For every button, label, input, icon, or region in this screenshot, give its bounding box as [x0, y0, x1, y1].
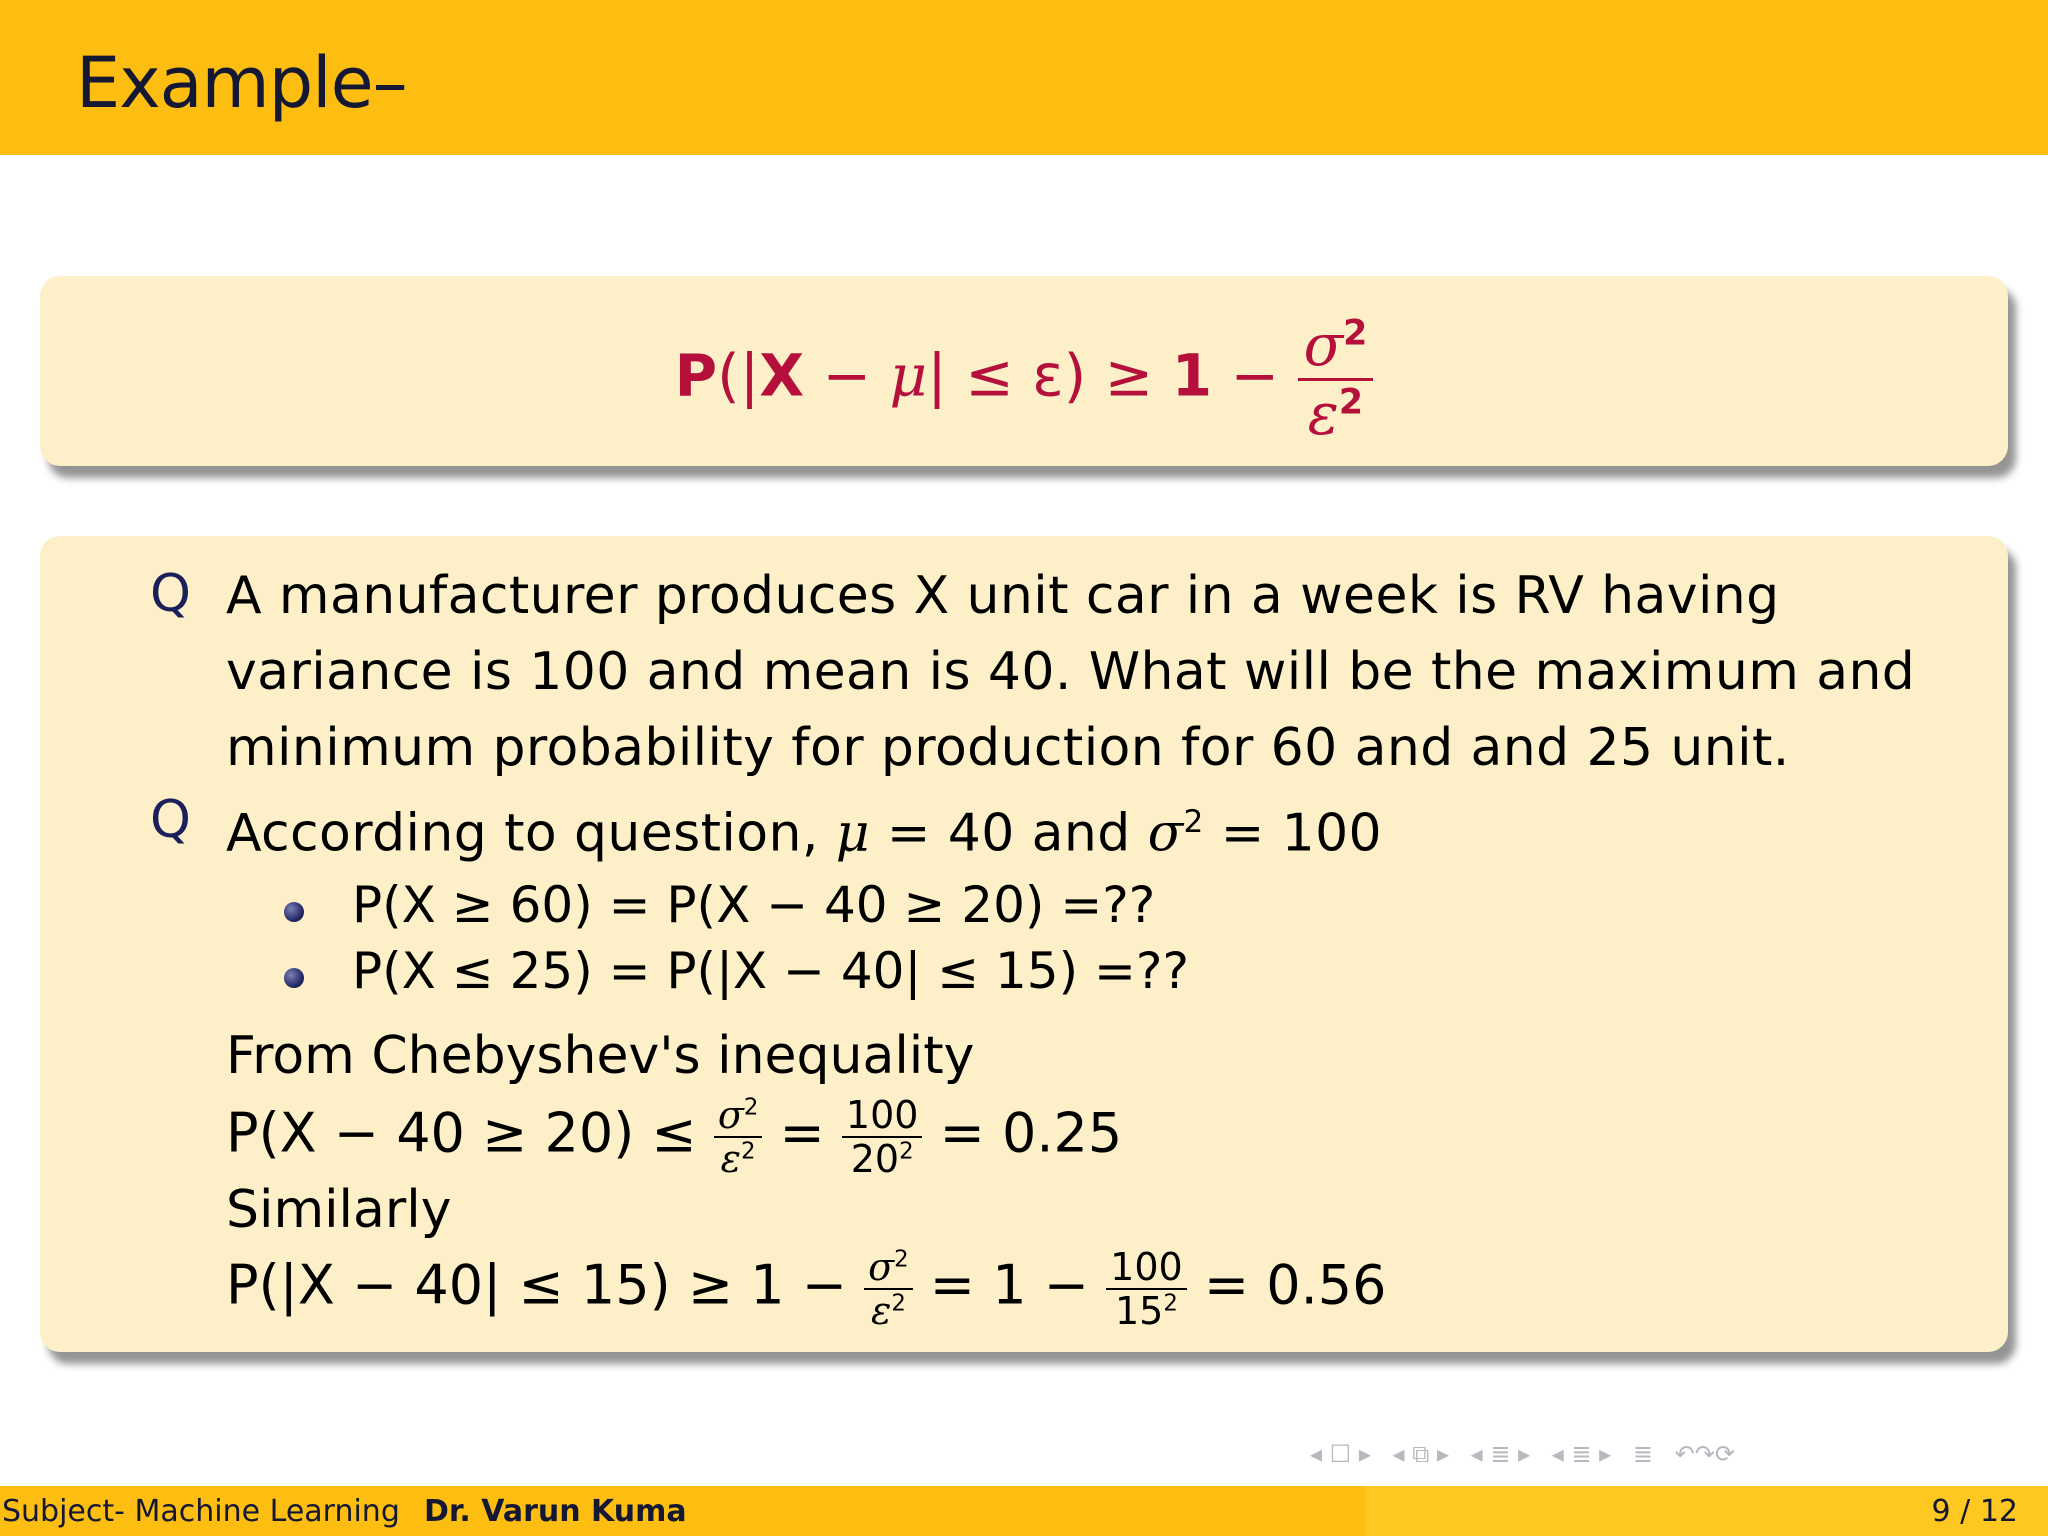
- page-number: 9 / 12: [1931, 1494, 2018, 1529]
- bullet-text: P(X ≥ 60) = P(X − 40 ≥ 20) =??: [352, 876, 1156, 934]
- theorem-block: [40, 276, 2008, 466]
- chebyshev-theorem-formula: [40, 311, 2008, 448]
- fraction-denominator: ε: [1307, 380, 1339, 448]
- bullet-icon: [284, 968, 304, 988]
- footer-bar: [0, 1486, 2048, 1536]
- bullet-icon: [284, 902, 304, 922]
- formula-le-eps: | ≤ ε) ≥: [927, 341, 1172, 410]
- line2-mid: = 1 −: [912, 1253, 1107, 1317]
- formula-one: 1: [1171, 341, 1213, 410]
- line1-f2-num: 100: [842, 1096, 923, 1138]
- formula-open: (|: [717, 341, 760, 410]
- line2-fraction-2: [1106, 1245, 1187, 1333]
- footer-right: [1366, 1486, 2048, 1536]
- line1-result: = 0.25: [922, 1101, 1123, 1165]
- question-label-1: Q: [150, 564, 191, 624]
- question-text-1: A manufacturer produces X unit car in a week is RV having variance is 100 and mean is 40. What will be the maximum and minimum probability for production for 60 and and 25 unit.: [226, 566, 1916, 778]
- formula-minus2: −: [1212, 341, 1298, 410]
- similarly-label: Similarly: [226, 1180, 452, 1240]
- line1-f2-den: 20: [850, 1137, 900, 1181]
- formula-X: X: [759, 341, 805, 410]
- q2-text-a: According to question,: [226, 803, 836, 864]
- line2-f1-num: σ: [868, 1245, 895, 1289]
- line2-result: = 0.56: [1186, 1253, 1387, 1317]
- line1-lhs: P(X − 40 ≥ 20) ≤: [226, 1101, 714, 1165]
- q2-sigma-exponent: 2: [1183, 804, 1204, 840]
- beamer-navigation-bar: [1310, 1440, 2030, 1470]
- example-content-block: [40, 536, 2008, 1352]
- nav-document-icon[interactable]: ◂ ≣ ▸: [1551, 1440, 1612, 1468]
- chebyshev-label: From Chebyshev's inequality: [226, 1026, 975, 1086]
- exp: 2: [899, 1138, 914, 1165]
- footer-left: [0, 1486, 1366, 1536]
- footer-author: Dr. Varun Kuma: [424, 1494, 687, 1529]
- exp: 2: [743, 1094, 759, 1121]
- chebyshev-line-1: [226, 1093, 1123, 1181]
- exp: 2: [741, 1138, 756, 1165]
- line2-lhs: P(|X − 40| ≤ 15) ≥ 1 −: [226, 1253, 865, 1317]
- q2-sigma: σ: [1147, 803, 1184, 864]
- frame-title: Example–: [76, 42, 407, 124]
- nav-subsection-icon[interactable]: ◂ ⧉ ▸: [1392, 1440, 1450, 1468]
- nav-section-icon[interactable]: ◂ ≣ ▸: [1470, 1440, 1531, 1468]
- line1-f1-den: ε: [720, 1137, 742, 1181]
- line1-f1-num: σ: [717, 1093, 744, 1137]
- formula-fraction: [1298, 311, 1374, 448]
- exp: 2: [1163, 1290, 1178, 1317]
- nav-search-back-icon[interactable]: ↶↷⟳: [1674, 1440, 1735, 1468]
- nav-toc-icon[interactable]: ≣: [1632, 1440, 1653, 1468]
- question-text-2: [226, 784, 1996, 871]
- line1-eq: =: [762, 1101, 842, 1165]
- line1-fraction-1: [714, 1093, 762, 1181]
- q2-mu: μ: [835, 803, 870, 864]
- footer-subject: Subject- Machine Learning: [2, 1494, 400, 1529]
- nav-frame-icon[interactable]: ◂ ☐ ▸: [1310, 1440, 1371, 1468]
- line2-f2-den: 15: [1114, 1289, 1164, 1333]
- formula-mu: μ: [889, 341, 928, 410]
- denominator-exponent: 2: [1338, 382, 1364, 423]
- exp: 2: [894, 1246, 909, 1273]
- line2-fraction-1: [864, 1245, 912, 1333]
- q2-text-c: = 100: [1203, 803, 1383, 864]
- frame-title-bar: [0, 0, 2048, 155]
- exp: 2: [891, 1290, 906, 1317]
- line2-f1-den: ε: [870, 1289, 892, 1333]
- line2-f2-num: 100: [1106, 1248, 1187, 1290]
- numerator-exponent: 2: [1343, 313, 1368, 354]
- bullet-text: P(X ≤ 25) = P(|X − 40| ≤ 15) =??: [352, 942, 1189, 1000]
- question-label-2: Q: [150, 790, 191, 850]
- formula-minus: −: [804, 341, 890, 410]
- line1-fraction-2: [842, 1093, 923, 1181]
- formula-P: P: [674, 341, 718, 410]
- q2-text-b: = 40 and: [869, 803, 1148, 864]
- chebyshev-line-2: [226, 1245, 1387, 1333]
- fraction-numerator: σ: [1303, 311, 1344, 379]
